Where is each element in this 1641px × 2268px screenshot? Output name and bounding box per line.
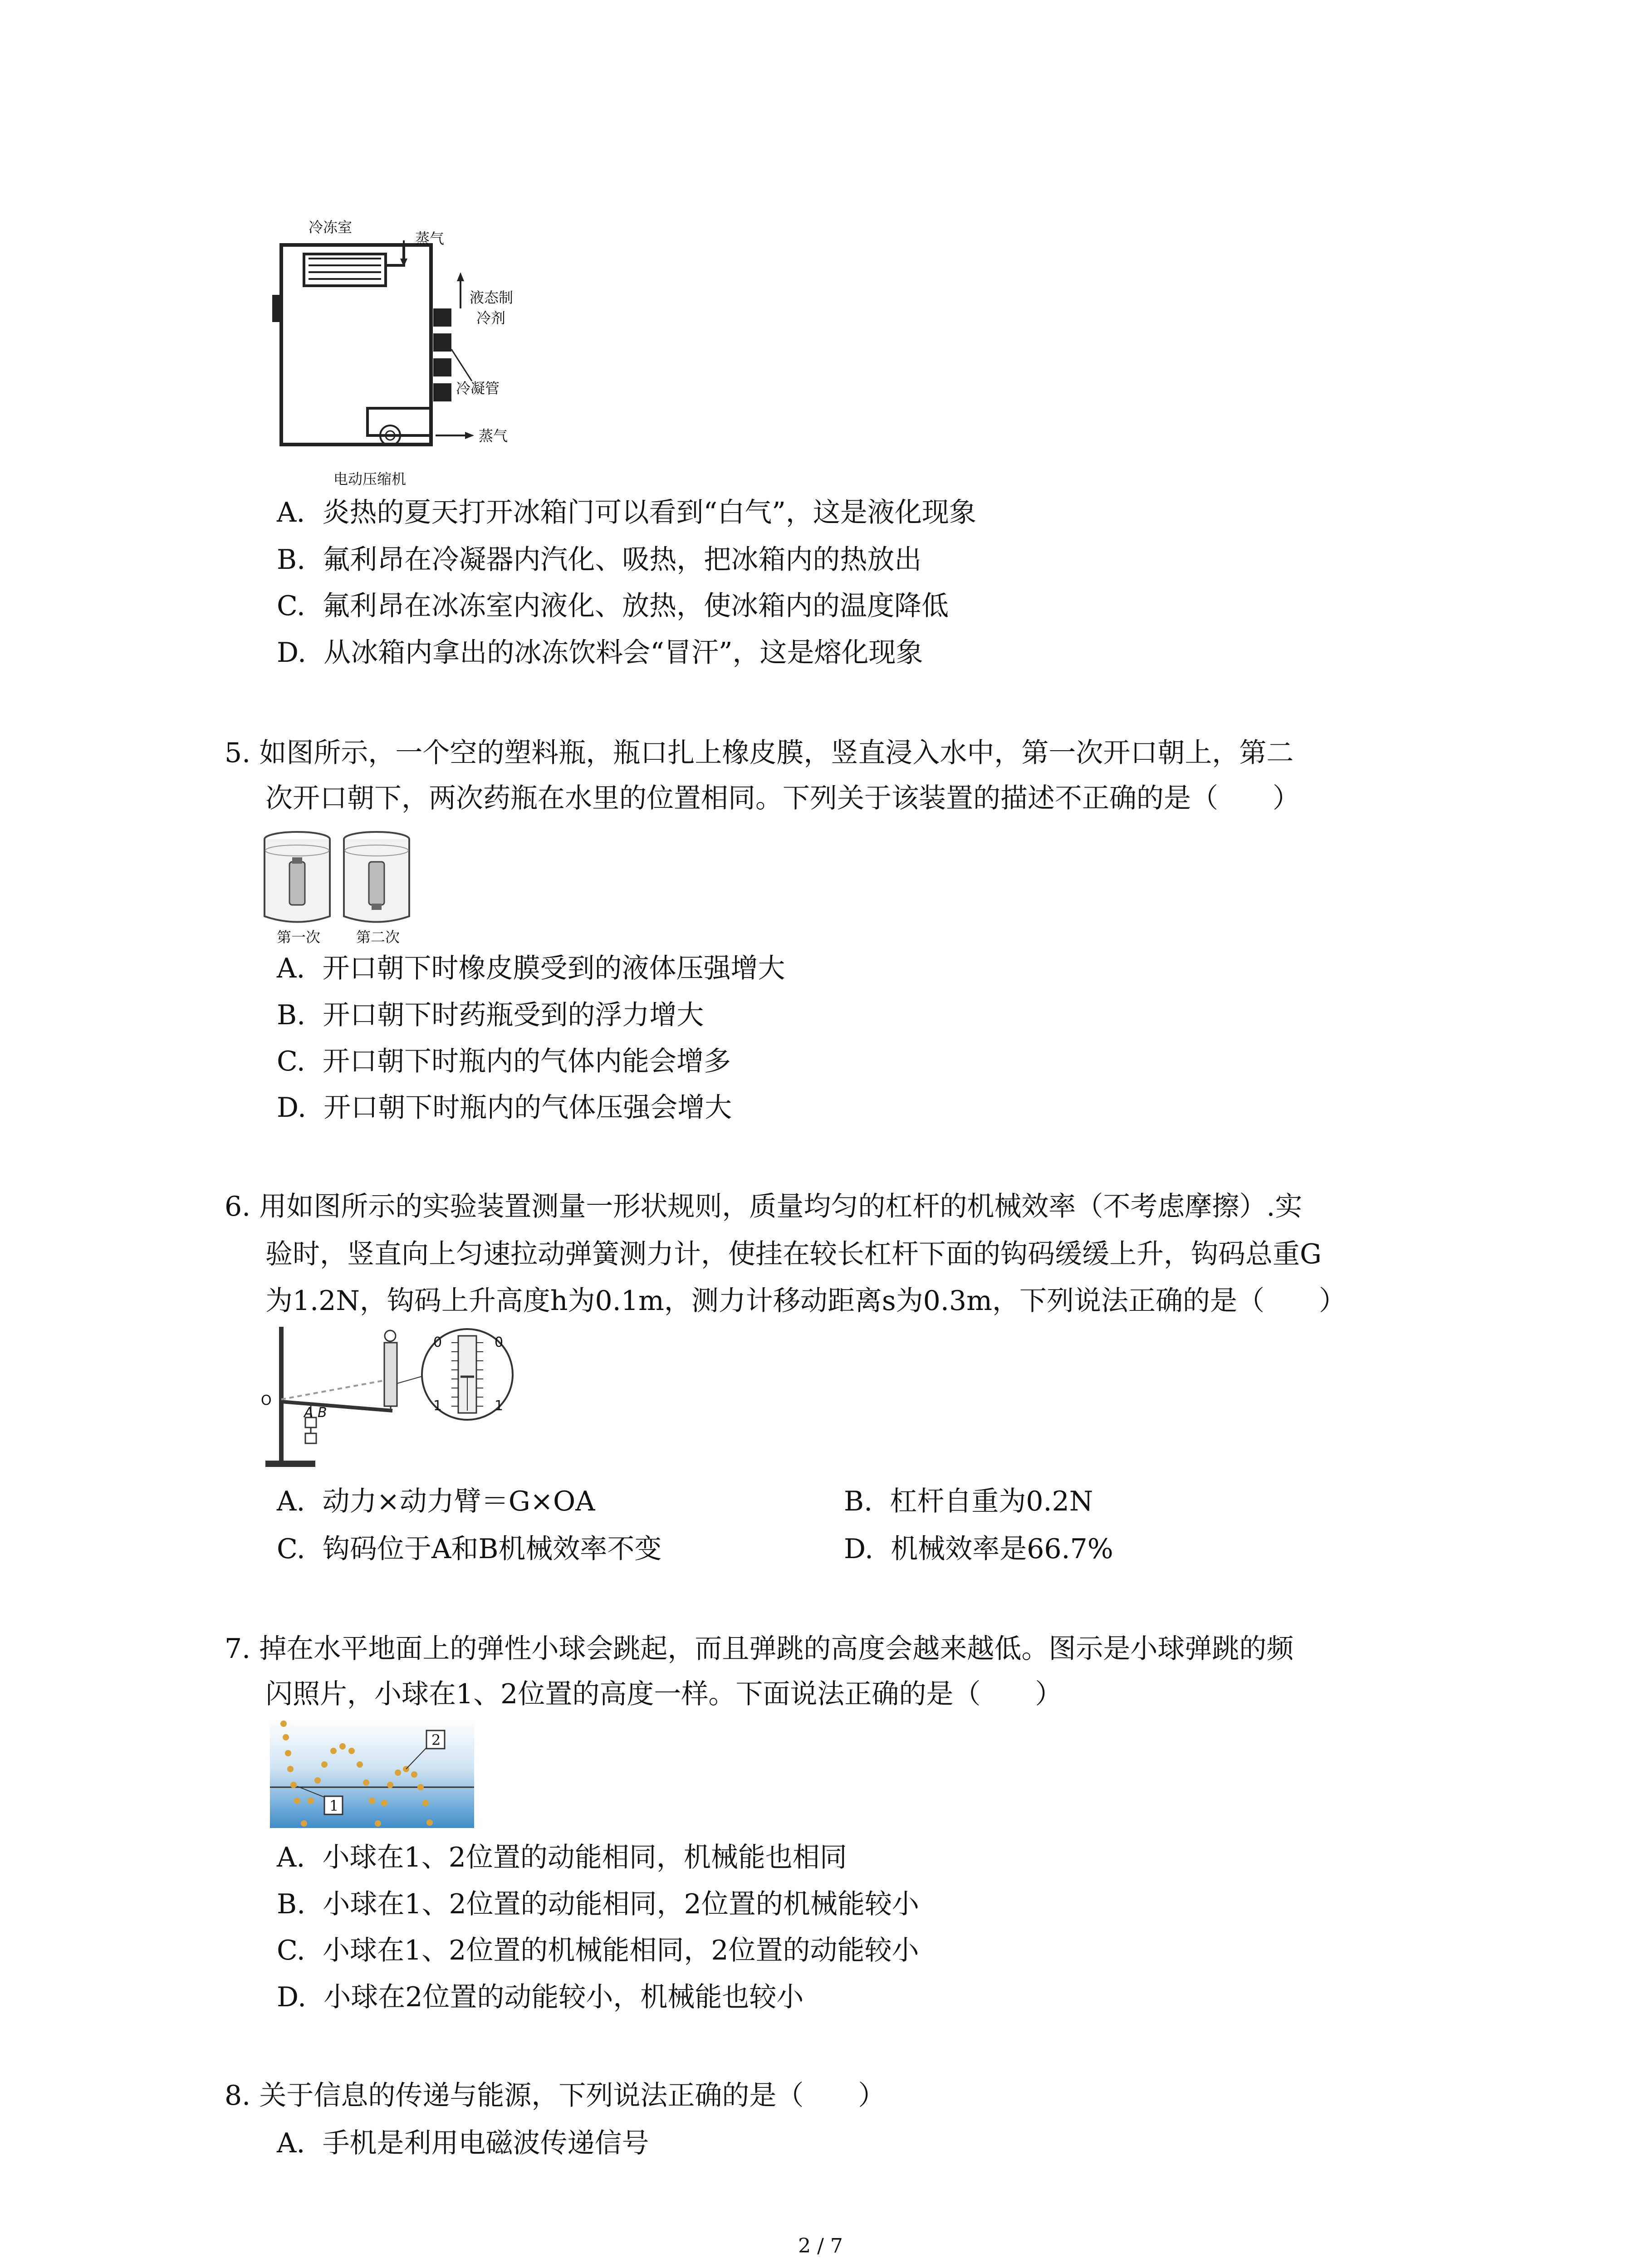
label-1-left: 1 bbox=[433, 1398, 442, 1414]
label-b: B bbox=[318, 1405, 327, 1421]
q7-option-a: A. 小球在1、2位置的动能相同，机械能也相同 bbox=[277, 1842, 847, 1873]
q5-option-b: B. 开口朝下时药瓶受到的浮力增大 bbox=[277, 999, 704, 1031]
q6-stem-line2: 验时，竖直向上匀速拉动弹簧测力计，使挂在较长杠杆下面的钩码缓缓上升，钩码总重G bbox=[265, 1238, 1322, 1270]
label-0-left: 0 bbox=[433, 1334, 442, 1350]
q4-option-d: D. 从冰箱内拿出的冰冻饮料会“冒汗”，这是熔化现象 bbox=[277, 637, 923, 669]
label-1-right: 1 bbox=[495, 1398, 504, 1414]
q5-option-a: A. 开口朝下时橡皮膜受到的液体压强增大 bbox=[277, 953, 785, 984]
q8-option-a: A. 手机是利用电磁波传递信号 bbox=[277, 2127, 649, 2159]
label-steam-top: 蒸气 bbox=[415, 230, 445, 247]
label-freezer: 冷冻室 bbox=[309, 219, 353, 236]
q7-option-d: D. 小球在2位置的动能较小，机械能也较小 bbox=[277, 1981, 804, 2013]
q7-option-c: C. 小球在1、2位置的机械能相同，2位置的动能较小 bbox=[277, 1935, 919, 1966]
q6-option-c: C. 钩码位于A和B机械效率不变 bbox=[277, 1533, 662, 1565]
figure-lever bbox=[261, 1325, 524, 1479]
label-condenser: 冷凝管 bbox=[456, 380, 500, 397]
q6-stem-line1: 6. 用如图所示的实验装置测量一形状规则，质量均匀的杠杆的机械效率（不考虑摩擦）.实 bbox=[225, 1191, 1303, 1222]
label-position-2: 2 bbox=[431, 1731, 441, 1749]
q7-stem-line1: 7. 掉在水平地面上的弹性小球会跳起，而且弹跳的高度会越来越低。图示是小球弹跳的频 bbox=[225, 1633, 1294, 1665]
q5-option-c: C. 开口朝下时瓶内的气体内能会增多 bbox=[277, 1046, 731, 1077]
q8-stem-line1: 8. 关于信息的传递与能源，下列说法正确的是（ ） bbox=[225, 2080, 886, 2112]
q6-stem-line3: 为1.2N，钩码上升高度h为0.1m，测力计移动距离s为0.3m，下列说法正确的是（ ） bbox=[265, 1285, 1346, 1317]
q4-option-c: C. 氟利昂在冰冻室内液化、放热，使冰箱内的温度降低 bbox=[277, 590, 949, 622]
label-liquid-refrigerant-1: 液态制 bbox=[470, 289, 514, 306]
q6-option-d: D. 机械效率是66.7% bbox=[844, 1533, 1113, 1565]
label-0-right: 0 bbox=[495, 1334, 504, 1350]
q4-option-b: B. 氟利昂在冷凝器内汽化、吸热，把冰箱内的热放出 bbox=[277, 544, 922, 576]
q5-option-d: D. 开口朝下时瓶内的气体压强会增大 bbox=[277, 1092, 732, 1124]
figure-bouncing-ball bbox=[270, 1719, 474, 1828]
figure-refrigerator bbox=[254, 213, 572, 494]
q6-option-a: A. 动力×动力臂＝G×OA bbox=[277, 1486, 595, 1517]
figure-bottles bbox=[259, 826, 417, 953]
q6-option-b: B. 杠杆自重为0.2N bbox=[844, 1486, 1093, 1517]
label-steam-bottom: 蒸气 bbox=[479, 427, 508, 445]
page-number: 2 / 7 bbox=[798, 2234, 843, 2258]
q7-option-b: B. 小球在1、2位置的动能相同，2位置的机械能较小 bbox=[277, 1888, 919, 1920]
label-liquid-refrigerant-2: 冷剂 bbox=[476, 309, 506, 327]
label-compressor: 电动压缩机 bbox=[333, 470, 407, 488]
label-a: A bbox=[304, 1405, 314, 1421]
q7-stem-line2: 闪照片，小球在1、2位置的高度一样。下面说法正确的是（ ） bbox=[265, 1678, 1063, 1710]
q5-stem-line2: 次开口朝下，两次药瓶在水里的位置相同。下列关于该装置的描述不正确的是（ ） bbox=[265, 782, 1300, 814]
q4-option-a: A. 炎热的夏天打开冰箱门可以看到“白气”，这是液化现象 bbox=[277, 497, 976, 528]
caption-second: 第二次 bbox=[356, 929, 400, 946]
q5-stem-line1: 5. 如图所示，一个空的塑料瓶，瓶口扎上橡皮膜，竖直浸入水中，第一次开口朝上，第二 bbox=[225, 737, 1294, 769]
label-position-1: 1 bbox=[329, 1797, 339, 1814]
caption-first: 第一次 bbox=[277, 929, 321, 946]
label-o: O bbox=[261, 1393, 272, 1408]
